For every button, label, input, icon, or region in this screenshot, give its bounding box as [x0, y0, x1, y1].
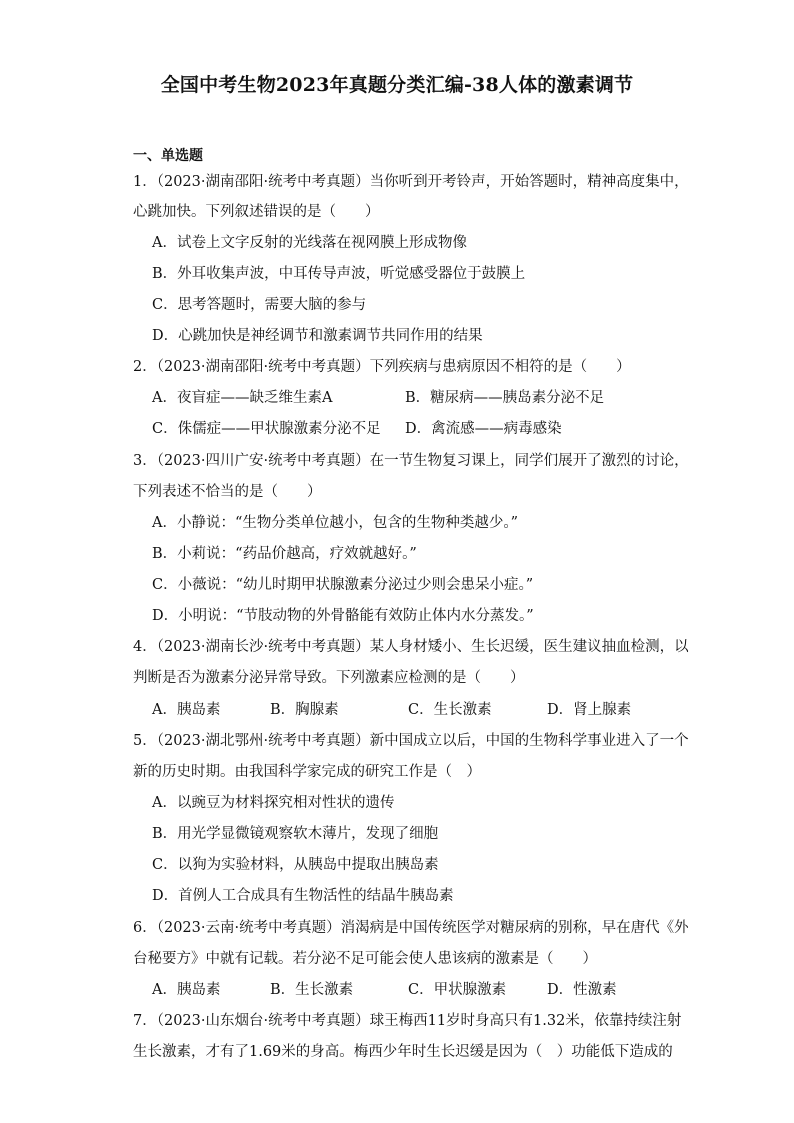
question-4-option-c: C．生长激素 — [408, 702, 492, 718]
question-1-option-b: B．外耳收集声波，中耳传导声波，听觉感受器位于鼓膜上 — [152, 266, 526, 282]
question-3-stem-line-2: 下列表述不恰当的是（ ） — [133, 484, 322, 500]
question-1-option-d: D．心跳加快是神经调节和激素调节共同作用的结果 — [152, 328, 483, 344]
document-title: 全国中考生物2023年真题分类汇编-38人体的激素调节 — [160, 74, 634, 96]
question-4-stem-line-1: 4．（2023·湖南长沙·统考中考真题）某人身材矮小、生长迟缓，医生建议抽血检测，以 — [133, 639, 689, 655]
question-1-stem-line-2: 心跳加快。下列叙述错误的是（ ） — [133, 204, 380, 220]
question-3-stem-line-1: 3．（2023·四川广安·统考中考真题）在一节生物复习课上，同学们展开了激烈的讨论， — [133, 453, 689, 469]
question-2-option-a: A．夜盲症——缺乏维生素A — [152, 390, 333, 406]
question-2-option-b: B．糖尿病——胰岛素分泌不足 — [405, 390, 605, 406]
question-5-option-a: A．以豌豆为材料探究相对性状的遗传 — [152, 795, 395, 811]
question-3-option-b: B．小莉说：“药品价越高，疗效就越好。” — [152, 546, 417, 562]
question-1-stem-line-1: 1．（2023·湖南邵阳·统考中考真题）当你听到开考铃声，开始答题时，精神高度集中， — [133, 174, 689, 190]
question-7-stem-line-2: 生长激素，才有了1.69米的身高。梅西少年时生长迟缓是因为（ ）功能低下造成的 — [133, 1044, 673, 1060]
question-2-option-d: D．禽流感——病毒感染 — [405, 421, 562, 437]
question-4-stem-line-2: 判断是否为激素分泌异常导致。下列激素应检测的是（ ） — [133, 670, 525, 686]
question-6-stem-line-2: 台秘要方》中就有记载。若分泌不足可能会使人患该病的激素是（ ） — [133, 951, 597, 967]
question-3-option-d: D．小明说：“节肢动物的外骨骼能有效防止体内水分蒸发。” — [152, 608, 534, 624]
question-7-stem-line-1: 7．（2023·山东烟台·统考中考真题）球王梅西11岁时身高只有1.32米，依靠持续注射 — [133, 1013, 682, 1029]
question-4-option-b: B．胸腺素 — [270, 702, 339, 718]
question-6-option-d: D．性激素 — [547, 982, 617, 998]
question-5-stem-line-2: 新的历史时期。由我国科学家完成的研究工作是（ ） — [133, 764, 481, 780]
question-5-option-c: C．以狗为实验材料，从胰岛中提取出胰岛素 — [152, 857, 439, 873]
question-4-option-d: D．肾上腺素 — [547, 702, 632, 718]
question-1-option-a: A．试卷上文字反射的光线落在视网膜上形成物像 — [152, 235, 467, 251]
question-6-option-a: A．胰岛素 — [152, 982, 221, 998]
question-2-stem-line-1: 2．（2023·湖南邵阳·统考中考真题）下列疾病与患病原因不相符的是（ ） — [133, 359, 631, 375]
question-6-option-c: C．甲状腺激素 — [408, 982, 507, 998]
question-4-option-a: A．胰岛素 — [152, 702, 221, 718]
question-6-stem-line-1: 6．（2023·云南·统考中考真题）消渴病是中国传统医学对糖尿病的别称，早在唐代《外 — [133, 920, 689, 936]
question-5-option-b: B．用光学显微镜观察软木薄片，发现了细胞 — [152, 826, 439, 842]
section-heading: 一、单选题 — [133, 148, 203, 164]
question-3-option-c: C．小薇说：“幼儿时期甲状腺激素分泌过少则会患呆小症。” — [152, 577, 534, 593]
question-1-option-c: C．思考答题时，需要大脑的参与 — [152, 297, 367, 313]
question-3-option-a: A．小静说：“生物分类单位越小，包含的生物种类越少。” — [152, 515, 519, 531]
question-6-option-b: B．生长激素 — [270, 982, 354, 998]
question-2-option-c: C．侏儒症——甲状腺激素分泌不足 — [152, 421, 381, 437]
question-5-option-d: D．首例人工合成具有生物活性的结晶牛胰岛素 — [152, 888, 454, 904]
question-5-stem-line-1: 5．（2023·湖北鄂州·统考中考真题）新中国成立以后，中国的生物科学事业进入了一个 — [133, 733, 689, 749]
